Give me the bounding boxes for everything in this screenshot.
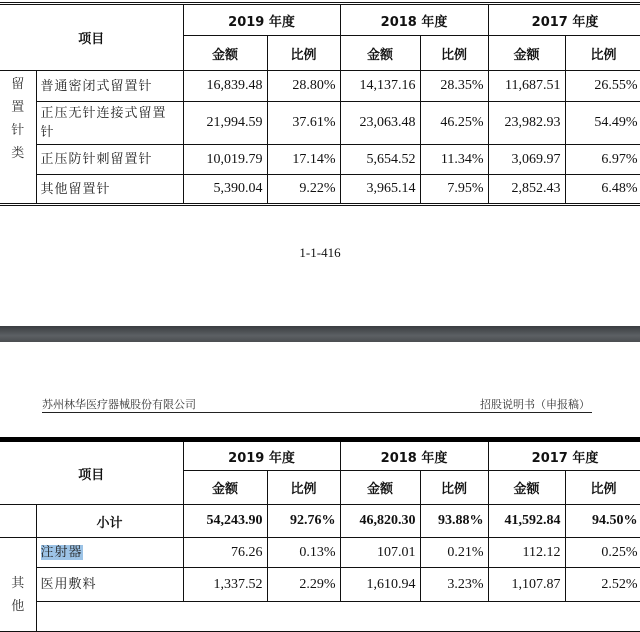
item-name: 医用敷料 bbox=[36, 568, 183, 602]
cell: 5,654.52 bbox=[340, 145, 420, 175]
header-year-2017: 2017 年度 bbox=[488, 440, 640, 471]
cell: 2,852.43 bbox=[488, 175, 565, 205]
cell: 76.26 bbox=[183, 538, 267, 568]
cell: 1,107.87 bbox=[488, 568, 565, 602]
header-ratio: 比例 bbox=[267, 36, 340, 71]
table-row bbox=[0, 145, 640, 175]
header-amount: 金额 bbox=[340, 36, 420, 71]
cell: 23,063.48 bbox=[340, 102, 420, 145]
cell: 1,337.52 bbox=[183, 568, 267, 602]
item-name: 正压无针连接式留置针 bbox=[36, 102, 183, 145]
header-amount: 金额 bbox=[183, 36, 267, 71]
cell: 6.48% bbox=[565, 175, 640, 205]
header-amount: 金额 bbox=[183, 471, 267, 505]
page-separator bbox=[0, 326, 640, 342]
cell: 54,243.90 bbox=[183, 505, 267, 538]
header-ratio: 比例 bbox=[565, 471, 640, 505]
sales-table-bottom bbox=[0, 437, 640, 632]
cell: 7.95% bbox=[420, 175, 488, 205]
cell: 3.23% bbox=[420, 568, 488, 602]
cell: 46,820.30 bbox=[340, 505, 420, 538]
table-row bbox=[0, 102, 640, 145]
cell: 9.22% bbox=[267, 175, 340, 205]
cell: 3,069.97 bbox=[488, 145, 565, 175]
cell: 17.14% bbox=[267, 145, 340, 175]
header-ratio: 比例 bbox=[565, 36, 640, 71]
item-name-highlighted[interactable]: 注射器 bbox=[40, 545, 83, 560]
cell: 16,839.48 bbox=[183, 71, 267, 102]
cell: 1,610.94 bbox=[340, 568, 420, 602]
cell: 54.49% bbox=[565, 102, 640, 145]
subtotal-label: 小计 bbox=[36, 505, 183, 538]
cell: 26.55% bbox=[565, 71, 640, 102]
table-row bbox=[0, 568, 640, 602]
cell: 11.34% bbox=[420, 145, 488, 175]
header-item: 项目 bbox=[0, 4, 183, 71]
table-row bbox=[0, 71, 640, 102]
header-amount: 金额 bbox=[340, 471, 420, 505]
header-year-2017: 2017 年度 bbox=[488, 4, 640, 36]
cell: 93.88% bbox=[420, 505, 488, 538]
cell: 0.21% bbox=[420, 538, 488, 568]
cell: 37.61% bbox=[267, 102, 340, 145]
cell: 46.25% bbox=[420, 102, 488, 145]
header-ratio: 比例 bbox=[420, 36, 488, 71]
sales-table-top bbox=[0, 2, 640, 206]
cell: 23,982.93 bbox=[488, 102, 565, 145]
header-year-2019: 2019 年度 bbox=[183, 440, 340, 471]
category-cell: 其他 bbox=[0, 538, 36, 632]
header-year-2018: 2018 年度 bbox=[340, 440, 488, 471]
blank-cell bbox=[0, 505, 36, 538]
cell: 21,994.59 bbox=[183, 102, 267, 145]
cell: 6.97% bbox=[565, 145, 640, 175]
company-name: 苏州林华医疗器械股份有限公司 bbox=[42, 398, 196, 411]
cell: 0.25% bbox=[565, 538, 640, 568]
table-row bbox=[0, 175, 640, 205]
cell: 14,137.16 bbox=[340, 71, 420, 102]
header-amount: 金额 bbox=[488, 36, 565, 71]
document-title: 招股说明书（申报稿） bbox=[480, 398, 590, 411]
cell: 0.13% bbox=[267, 538, 340, 568]
category-cell: 留置针类 bbox=[0, 71, 36, 205]
page-header bbox=[42, 396, 592, 413]
cell: 2.29% bbox=[267, 568, 340, 602]
cell: 94.50% bbox=[565, 505, 640, 538]
cell: 2.52% bbox=[565, 568, 640, 602]
item-name: 普通密闭式留置针 bbox=[36, 71, 183, 102]
cell: 41,592.84 bbox=[488, 505, 565, 538]
table-row bbox=[0, 538, 640, 568]
cell: 107.01 bbox=[340, 538, 420, 568]
subtotal-row bbox=[0, 505, 640, 538]
item-name: 其他留置针 bbox=[36, 175, 183, 205]
page-number: 1-1-416 bbox=[299, 245, 341, 260]
cell: 3,965.14 bbox=[340, 175, 420, 205]
cell: 92.76% bbox=[267, 505, 340, 538]
header-item: 项目 bbox=[0, 440, 183, 505]
cell: 112.12 bbox=[488, 538, 565, 568]
header-ratio: 比例 bbox=[267, 471, 340, 505]
cell: 10,019.79 bbox=[183, 145, 267, 175]
header-amount: 金额 bbox=[488, 471, 565, 505]
header-year-2019: 2019 年度 bbox=[183, 4, 340, 36]
header-ratio: 比例 bbox=[420, 471, 488, 505]
item-name: 正压防针刺留置针 bbox=[36, 145, 183, 175]
cell: 11,687.51 bbox=[488, 71, 565, 102]
cell: 28.35% bbox=[420, 71, 488, 102]
cell: 28.80% bbox=[267, 71, 340, 102]
header-year-2018: 2018 年度 bbox=[340, 4, 488, 36]
cell: 5,390.04 bbox=[183, 175, 267, 205]
